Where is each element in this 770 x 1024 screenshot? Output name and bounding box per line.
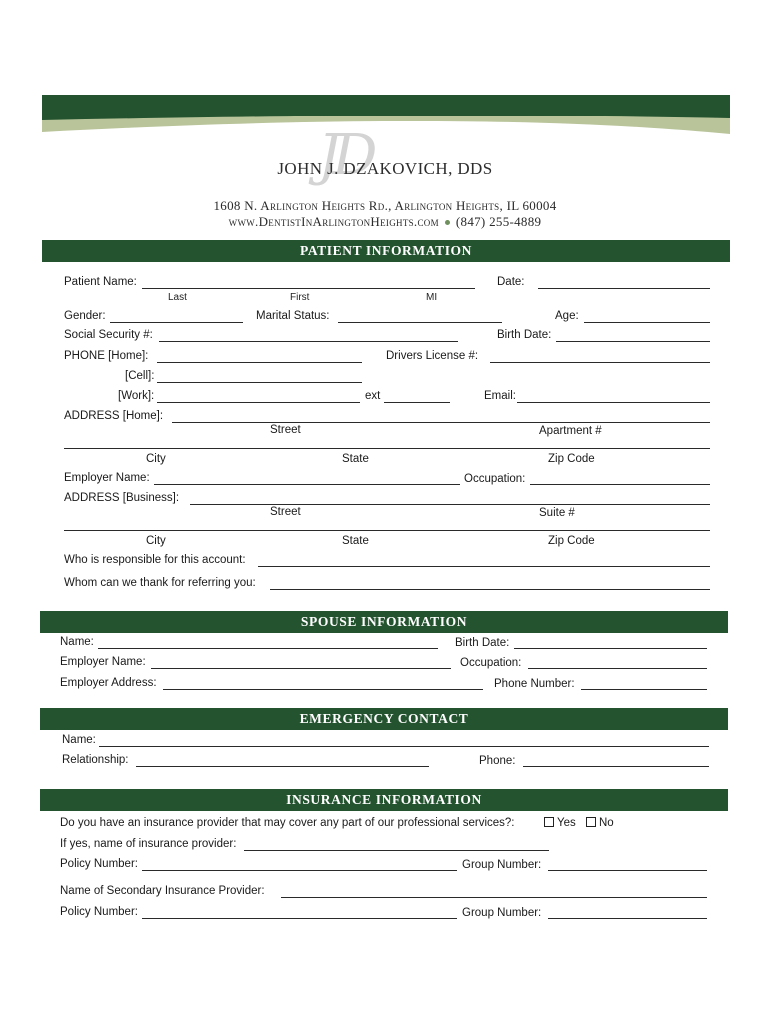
- phone-work-label: [Work]:: [118, 390, 155, 402]
- logo-monogram: JD: [318, 123, 370, 188]
- street-caption: Street: [270, 424, 301, 436]
- spouse-employer-address-label: Employer Address:: [60, 677, 157, 689]
- last-name-caption: Last: [168, 292, 187, 303]
- spouse-birth-date-label: Birth Date:: [455, 637, 510, 649]
- apartment-caption: Apartment #: [539, 425, 602, 437]
- phone-home-label: PHONE [Home]:: [64, 350, 149, 362]
- practice-address: 1608 N. Arlington Heights Rd., Arlington Heights, IL 60004: [213, 198, 557, 213]
- phone-work-field[interactable]: [157, 402, 360, 403]
- state-caption: State: [342, 453, 369, 465]
- insurance-section-header: INSURANCE INFORMATION: [40, 789, 728, 811]
- business-city-state-zip-field[interactable]: [64, 530, 710, 531]
- policy-number-field[interactable]: [142, 870, 457, 871]
- drivers-license-field[interactable]: [490, 362, 710, 363]
- no-checkbox[interactable]: [586, 817, 596, 827]
- business-state-caption: State: [342, 535, 369, 547]
- occupation-field[interactable]: [530, 484, 710, 485]
- spouse-section-header: SPOUSE INFORMATION: [40, 611, 728, 633]
- spouse-name-label: Name:: [60, 636, 94, 648]
- patient-name-label: Patient Name:: [64, 276, 137, 288]
- spouse-employer-address-field[interactable]: [163, 689, 483, 690]
- practice-name: JOHN J. DZAKOVICH, DDS: [277, 159, 493, 178]
- home-city-state-zip-field[interactable]: [64, 448, 710, 449]
- business-street-field[interactable]: [190, 504, 710, 505]
- emergency-relationship-label: Relationship:: [62, 754, 129, 766]
- yes-checkbox[interactable]: [544, 817, 554, 827]
- practice-website[interactable]: www.DentistInArlingtonHeights.com: [228, 214, 439, 229]
- ssn-field[interactable]: [159, 341, 458, 342]
- birth-date-label: Birth Date:: [497, 329, 552, 341]
- date-field[interactable]: [538, 288, 710, 289]
- zip-caption: Zip Code: [548, 453, 595, 465]
- ext-field[interactable]: [384, 402, 450, 403]
- business-zip-caption: Zip Code: [548, 535, 595, 547]
- spouse-occupation-label: Occupation:: [460, 657, 522, 669]
- responsible-party-label: Who is responsible for this account:: [64, 554, 246, 566]
- gender-label: Gender:: [64, 310, 106, 322]
- ssn-label: Social Security #:: [64, 329, 153, 341]
- header-wave-decoration: [42, 110, 730, 140]
- emergency-section-header: EMERGENCY CONTACT: [40, 708, 728, 730]
- gender-field[interactable]: [110, 322, 243, 323]
- insurance-no-option[interactable]: [586, 817, 614, 829]
- secondary-policy-number-field[interactable]: [142, 918, 457, 919]
- phone-cell-field[interactable]: [157, 382, 362, 383]
- policy-number-label: Policy Number:: [60, 858, 138, 870]
- insurance-question-label: Do you have an insurance provider that may cover any part of our professional services?:: [60, 817, 515, 829]
- occupation-label: Occupation:: [464, 473, 526, 485]
- email-label: Email:: [484, 390, 516, 402]
- marital-status-label: Marital Status:: [256, 310, 330, 322]
- group-number-label: Group Number:: [462, 859, 542, 871]
- age-label: Age:: [555, 310, 579, 322]
- address-business-label: ADDRESS [Business]:: [64, 492, 180, 504]
- insurance-yes-option[interactable]: [544, 817, 576, 829]
- date-label: Date:: [497, 276, 525, 288]
- emergency-phone-field[interactable]: [523, 766, 709, 767]
- secondary-group-number-label: Group Number:: [462, 907, 542, 919]
- bullet-dot-icon: [445, 220, 450, 225]
- spouse-phone-label: Phone Number:: [494, 678, 575, 690]
- home-street-field[interactable]: [172, 422, 710, 423]
- secondary-group-number-field[interactable]: [548, 918, 707, 919]
- practice-phone: (847) 255-4889: [455, 214, 542, 229]
- phone-home-field[interactable]: [157, 362, 362, 363]
- birth-date-field[interactable]: [556, 341, 710, 342]
- ext-label: ext: [365, 390, 381, 402]
- responsible-party-field[interactable]: [258, 566, 710, 567]
- referral-label: Whom can we thank for referring you:: [64, 577, 256, 589]
- middle-initial-caption: MI: [426, 292, 438, 303]
- emergency-relationship-field[interactable]: [136, 766, 429, 767]
- spouse-phone-field[interactable]: [581, 689, 707, 690]
- secondary-provider-label: Name of Secondary Insurance Provider:: [60, 885, 265, 897]
- yes-label: Yes: [557, 817, 576, 829]
- referral-field[interactable]: [270, 589, 710, 590]
- city-caption: City: [146, 453, 166, 465]
- marital-status-field[interactable]: [338, 322, 502, 323]
- first-name-caption: First: [290, 292, 310, 303]
- spouse-employer-label: Employer Name:: [60, 656, 146, 668]
- emergency-name-label: Name:: [62, 734, 96, 746]
- employer-name-field[interactable]: [154, 484, 460, 485]
- patient-section-header: PATIENT INFORMATION: [42, 240, 730, 262]
- secondary-policy-number-label: Policy Number:: [60, 906, 138, 918]
- no-label: No: [599, 817, 614, 829]
- group-number-field[interactable]: [548, 870, 707, 871]
- employer-name-label: Employer Name:: [64, 472, 150, 484]
- spouse-employer-field[interactable]: [151, 668, 451, 669]
- business-street-caption: Street: [270, 506, 301, 518]
- phone-cell-label: [Cell]:: [125, 370, 155, 382]
- patient-name-field[interactable]: [142, 288, 475, 289]
- address-home-label: ADDRESS [Home]:: [64, 410, 164, 422]
- spouse-birth-date-field[interactable]: [514, 648, 707, 649]
- business-city-caption: City: [146, 535, 166, 547]
- drivers-license-label: Drivers License #:: [386, 350, 479, 362]
- emergency-name-field[interactable]: [99, 746, 709, 747]
- emergency-phone-label: Phone:: [479, 755, 516, 767]
- insurance-provider-label: If yes, name of insurance provider:: [60, 838, 237, 850]
- spouse-occupation-field[interactable]: [528, 668, 707, 669]
- secondary-provider-field[interactable]: [281, 897, 707, 898]
- practice-contact-line: [0, 214, 770, 230]
- age-field[interactable]: [584, 322, 710, 323]
- email-field[interactable]: [517, 402, 710, 403]
- spouse-name-field[interactable]: [98, 648, 438, 649]
- suite-caption: Suite #: [539, 507, 575, 519]
- insurance-provider-field[interactable]: [244, 850, 549, 851]
